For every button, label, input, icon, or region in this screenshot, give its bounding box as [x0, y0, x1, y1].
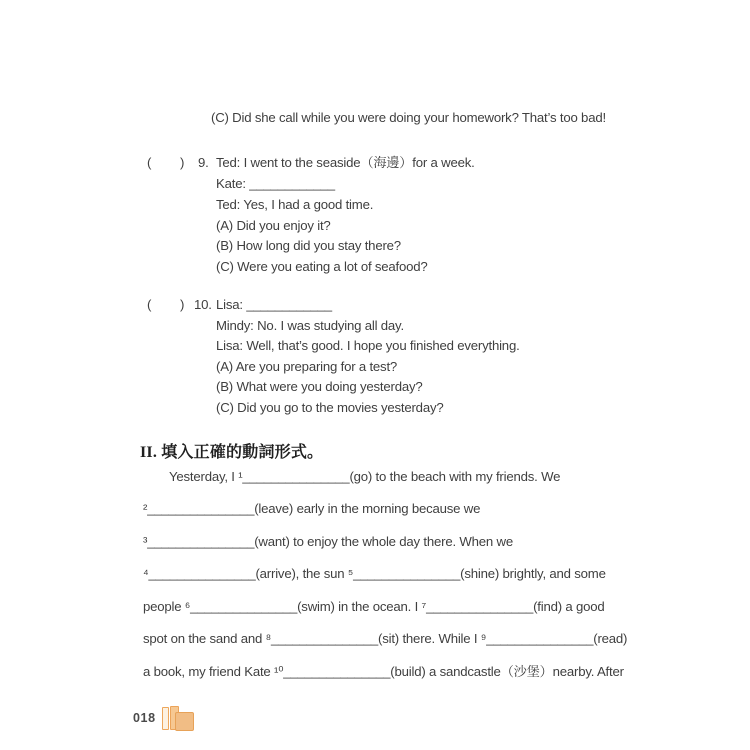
question-number: 9.: [198, 155, 209, 170]
book-spine-icon: [162, 707, 169, 730]
answer-paren-open: (: [147, 155, 152, 170]
option-a: (A) Are you preparing for a test?: [216, 359, 398, 374]
passage-line: ²_______________(leave) early in the morning because we: [143, 501, 481, 516]
prev-question-option-c: (C) Did she call while you were doing your homework? That’s too bad!: [211, 110, 606, 125]
book-cover-icon: [175, 712, 194, 731]
answer-paren-open: (: [147, 297, 152, 312]
option-b: (B) How long did you stay there?: [216, 238, 401, 253]
passage-line: a book, my friend Kate ¹⁰_______________(build) a sandcastle（沙堡）nearby. After: [143, 664, 624, 679]
dialogue-line: Ted: Yes, I had a good time.: [216, 197, 374, 212]
page-number: 018: [133, 711, 156, 725]
option-b: (B) What were you doing yesterday?: [216, 379, 423, 394]
dialogue-line: Mindy: No. I was studying all day.: [216, 318, 404, 333]
option-c: (C) Were you eating a lot of seafood?: [216, 259, 428, 274]
passage-line: ⁴_______________(arrive), the sun ⁵_______________(shine) brightly, and some: [143, 566, 606, 581]
passage-line: ³_______________(want) to enjoy the whole day there. When we: [143, 534, 513, 549]
passage-line: Yesterday, I ¹_______________(go) to the beach with my friends. We: [169, 469, 561, 484]
passage-line: spot on the sand and ⁸_______________(sit) there. While I ⁹_______________(read): [143, 631, 628, 646]
passage-line: people ⁶_______________(swim) in the ocean. I ⁷_______________(find) a good: [143, 599, 605, 614]
question-prompt: Lisa: ____________: [216, 297, 332, 312]
option-a: (A) Did you enjoy it?: [216, 218, 331, 233]
section-2-heading: II. 填入正確的動詞形式。: [140, 444, 324, 461]
answer-paren-close: ): [180, 297, 185, 312]
question-prompt: Ted: I went to the seaside（海邊）for a week.: [216, 155, 475, 170]
option-c: (C) Did you go to the movies yesterday?: [216, 400, 444, 415]
answer-paren-close: ): [180, 155, 185, 170]
dialogue-line-blank: Kate: ____________: [216, 176, 335, 191]
question-number: 10.: [194, 297, 212, 312]
books-icon: [162, 705, 194, 731]
dialogue-line: Lisa: Well, that’s good. I hope you finished everything.: [216, 338, 520, 353]
